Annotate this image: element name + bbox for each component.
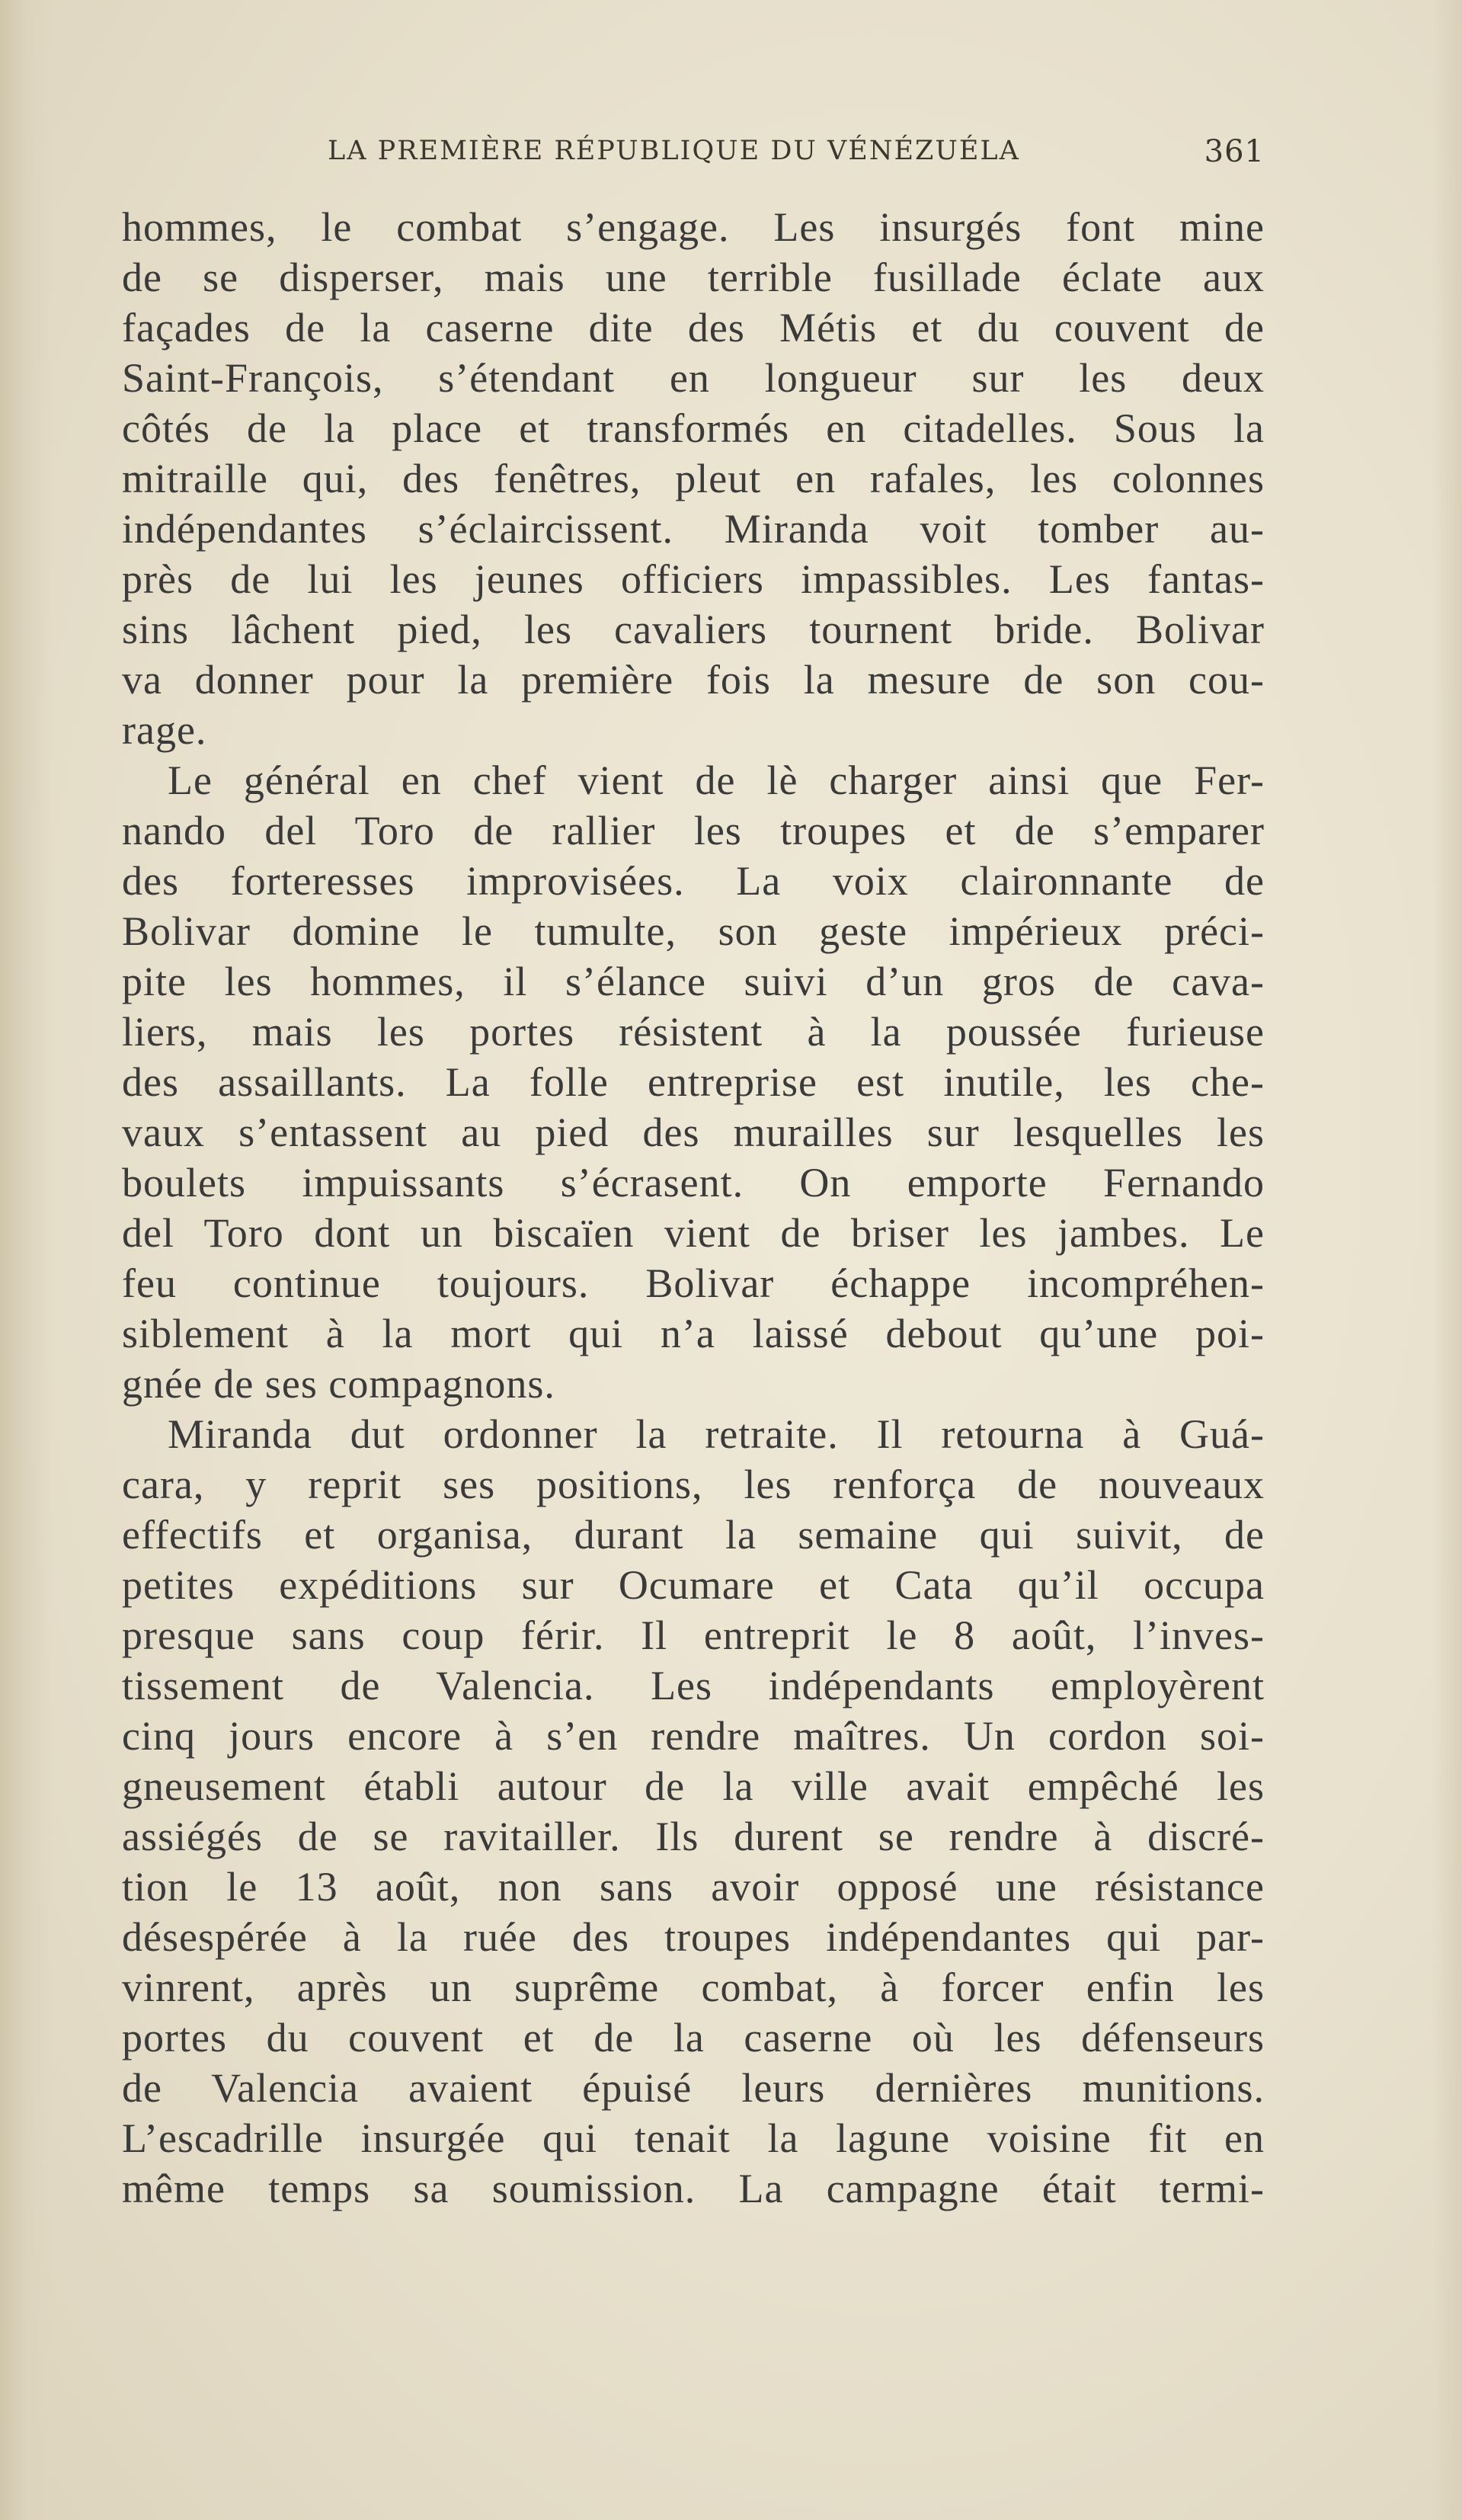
text-line: cara, y reprit ses positions, les renforça de nouveaux (122, 1462, 1265, 1507)
text-line: vaux s’entassent au pied des murailles sur lesquelles les (122, 1110, 1265, 1155)
text-line: siblement à la mort qui n’a laissé debout qu’une poi- (122, 1311, 1265, 1356)
text-line: mitraille qui, des fenêtres, pleut en rafales, les colonnes (122, 456, 1265, 501)
text-line: Saint-François, s’étendant en longueur sur les deux (122, 355, 1265, 401)
body-text (122, 202, 1265, 2214)
text-line: del Toro dont un biscaïen vient de briser les jambes. Le (122, 1210, 1265, 1256)
text-line: L’escadrille insurgée qui tenait la lagune voisine fit en (122, 2115, 1265, 2161)
text-line: boulets impuissants s’écrasent. On emporte Fernando (122, 1160, 1265, 1206)
text-line: de Valencia avaient épuisé leurs dernières munitions. (122, 2065, 1265, 2111)
text-line: près de lui les jeunes officiers impassibles. Les fantas- (122, 556, 1265, 602)
page-number: 361 (1204, 134, 1265, 169)
running-title: LA PREMIÈRE RÉPUBLIQUE DU VÉNÉZUÉLA (328, 136, 1020, 166)
text-line: va donner pour la première fois la mesure de son cou- (122, 657, 1265, 703)
text-line: Miranda dut ordonner la retraite. Il retourna à Guá- (168, 1411, 1265, 1457)
text-line: façades de la caserne dite des Métis et du couvent de (122, 305, 1265, 351)
text-line: Bolivar domine le tumulte, son geste impérieux préci- (122, 908, 1265, 954)
text-line: désespérée à la ruée des troupes indépendantes qui par- (122, 1914, 1265, 1960)
text-line: des assaillants. La folle entreprise est inutile, les che- (122, 1059, 1265, 1105)
text-line: liers, mais les portes résistent à la poussée furieuse (122, 1009, 1265, 1055)
running-header (122, 136, 1265, 174)
text-line: petites expéditions sur Ocumare et Cata qu’il occupa (122, 1562, 1265, 1608)
spine-shadow (0, 0, 53, 2520)
text-line: gnée de ses compagnons. (122, 1361, 555, 1407)
text-line: même temps sa soumission. La campagne était termi- (122, 2166, 1265, 2211)
text-line: portes du couvent et de la caserne où les défenseurs (122, 2015, 1265, 2061)
text-line: gneusement établi autour de la ville avait empêché les (122, 1763, 1265, 1809)
text-line: tissement de Valencia. Les indépendants employèrent (122, 1663, 1265, 1708)
text-line: feu continue toujours. Bolivar échappe incompréhen- (122, 1260, 1265, 1306)
text-line: sins lâchent pied, les cavaliers tournent bride. Bolivar (122, 607, 1265, 652)
text-line: assiégés de se ravitailler. Ils durent se rendre à discré- (122, 1814, 1265, 1859)
text-line: hommes, le combat s’engage. Les insurgés font mine (122, 204, 1265, 250)
text-line: de se disperser, mais une terrible fusillade éclate aux (122, 255, 1265, 300)
text-line: vinrent, après un suprême combat, à forcer enfin les (122, 1964, 1265, 2010)
text-line: rage. (122, 707, 207, 753)
text-line: nando del Toro de rallier les troupes et de s’emparer (122, 808, 1265, 853)
text-line: presque sans coup férir. Il entreprit le 8 août, l’inves- (122, 1612, 1265, 1658)
text-line: côtés de la place et transformés en citadelles. Sous la (122, 405, 1265, 451)
text-line: des forteresses improvisées. La voix claironnante de (122, 858, 1265, 904)
page-edge (1432, 0, 1462, 2520)
text-line: cinq jours encore à s’en rendre maîtres. Un cordon soi- (122, 1713, 1265, 1759)
text-line: effectifs et organisa, durant la semaine qui suivit, de (122, 1512, 1265, 1558)
text-line: indépendantes s’éclaircissent. Miranda voit tomber au- (122, 506, 1265, 552)
text-line: Le général en chef vient de lè charger ainsi que Fer- (168, 757, 1265, 803)
text-line: pite les hommes, il s’élance suivi d’un gros de cava- (122, 959, 1265, 1004)
text-line: tion le 13 août, non sans avoir opposé une résistance (122, 1864, 1265, 1910)
